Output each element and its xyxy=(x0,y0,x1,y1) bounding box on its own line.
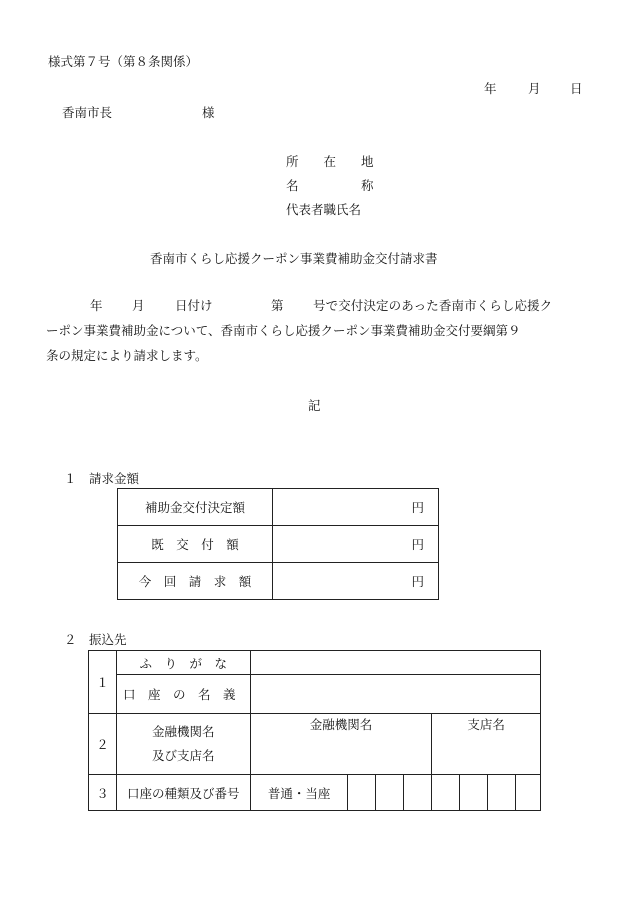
body-dai: 第 xyxy=(271,298,284,313)
account-digit-box[interactable] xyxy=(460,775,488,811)
claim-amount-table xyxy=(117,488,439,600)
applicant-name-label: 名 称 xyxy=(286,178,374,193)
document-title: 香南市くらし応援クーポン事業費補助金交付請求書 xyxy=(150,251,438,266)
date-month: 月 xyxy=(528,81,541,96)
body-dated: 日付け xyxy=(175,298,213,313)
account-type-value: 普通・当座 xyxy=(250,775,348,811)
account-digit-box[interactable] xyxy=(348,775,376,811)
section2-heading: ２ 振込先 xyxy=(64,632,127,647)
account-name-value[interactable] xyxy=(250,675,540,714)
account-digit-box[interactable] xyxy=(488,775,516,811)
body-line3: 条の規定により請求します。 xyxy=(46,348,208,363)
bank-branch-label xyxy=(116,714,250,775)
row-number: ３ xyxy=(89,775,117,811)
applicant-address-label: 所 在 地 xyxy=(286,154,374,169)
branch-name-cell[interactable] xyxy=(432,714,541,775)
body-line1-rest: 号で交付決定のあった香南市くらし応援ク xyxy=(313,298,553,313)
claim-unit: 円 xyxy=(273,563,439,600)
branch-name-header: 支店名 xyxy=(467,717,505,732)
claim-unit: 円 xyxy=(273,489,439,526)
date-year: 年 xyxy=(484,81,497,96)
body-month: 月 xyxy=(132,298,145,313)
bank-name-cell[interactable] xyxy=(250,714,432,775)
claim-label: 今 回 請 求 額 xyxy=(118,563,273,600)
table-row xyxy=(89,714,541,775)
row-number: １ xyxy=(89,651,117,714)
account-type-label: 口座の種類及び番号 xyxy=(116,775,250,811)
bank-branch-label-line2: 及び支店名 xyxy=(152,748,215,763)
row-number: ２ xyxy=(89,714,117,775)
table-row xyxy=(118,489,439,526)
table-row xyxy=(118,563,439,600)
table-row xyxy=(118,526,439,563)
account-digit-box[interactable] xyxy=(404,775,432,811)
account-digit-box[interactable] xyxy=(376,775,404,811)
claim-label: 補助金交付決定額 xyxy=(118,489,273,526)
claim-unit: 円 xyxy=(273,526,439,563)
bank-transfer-table xyxy=(88,650,541,811)
furigana-value[interactable] xyxy=(250,651,540,675)
addressee-honorific: 様 xyxy=(202,105,215,120)
table-row xyxy=(89,675,541,714)
furigana-label: ふ り が な xyxy=(116,651,250,675)
addressee-name: 香南市長 xyxy=(62,105,113,120)
form-number: 様式第７号（第８条関係） xyxy=(48,54,199,69)
applicant-rep-label: 代表者職氏名 xyxy=(286,202,362,217)
section1-heading: １ 請求金額 xyxy=(64,471,140,486)
claim-label: 既 交 付 額 xyxy=(118,526,273,563)
body-year: 年 xyxy=(90,298,103,313)
table-row xyxy=(89,651,541,675)
table-row xyxy=(89,775,541,811)
bank-name-header: 金融機関名 xyxy=(309,717,373,732)
account-digit-box[interactable] xyxy=(432,775,460,811)
ki-mark: 記 xyxy=(308,398,321,413)
account-name-label: 口 座 の 名 義 xyxy=(116,675,250,714)
body-line2: ーポン事業費補助金について、香南市くらし応援クーポン事業費補助金交付要綱第９ xyxy=(46,323,521,338)
date-day: 日 xyxy=(570,81,583,96)
account-digit-box[interactable] xyxy=(516,775,541,811)
bank-branch-label-line1: 金融機関名 xyxy=(152,724,215,739)
